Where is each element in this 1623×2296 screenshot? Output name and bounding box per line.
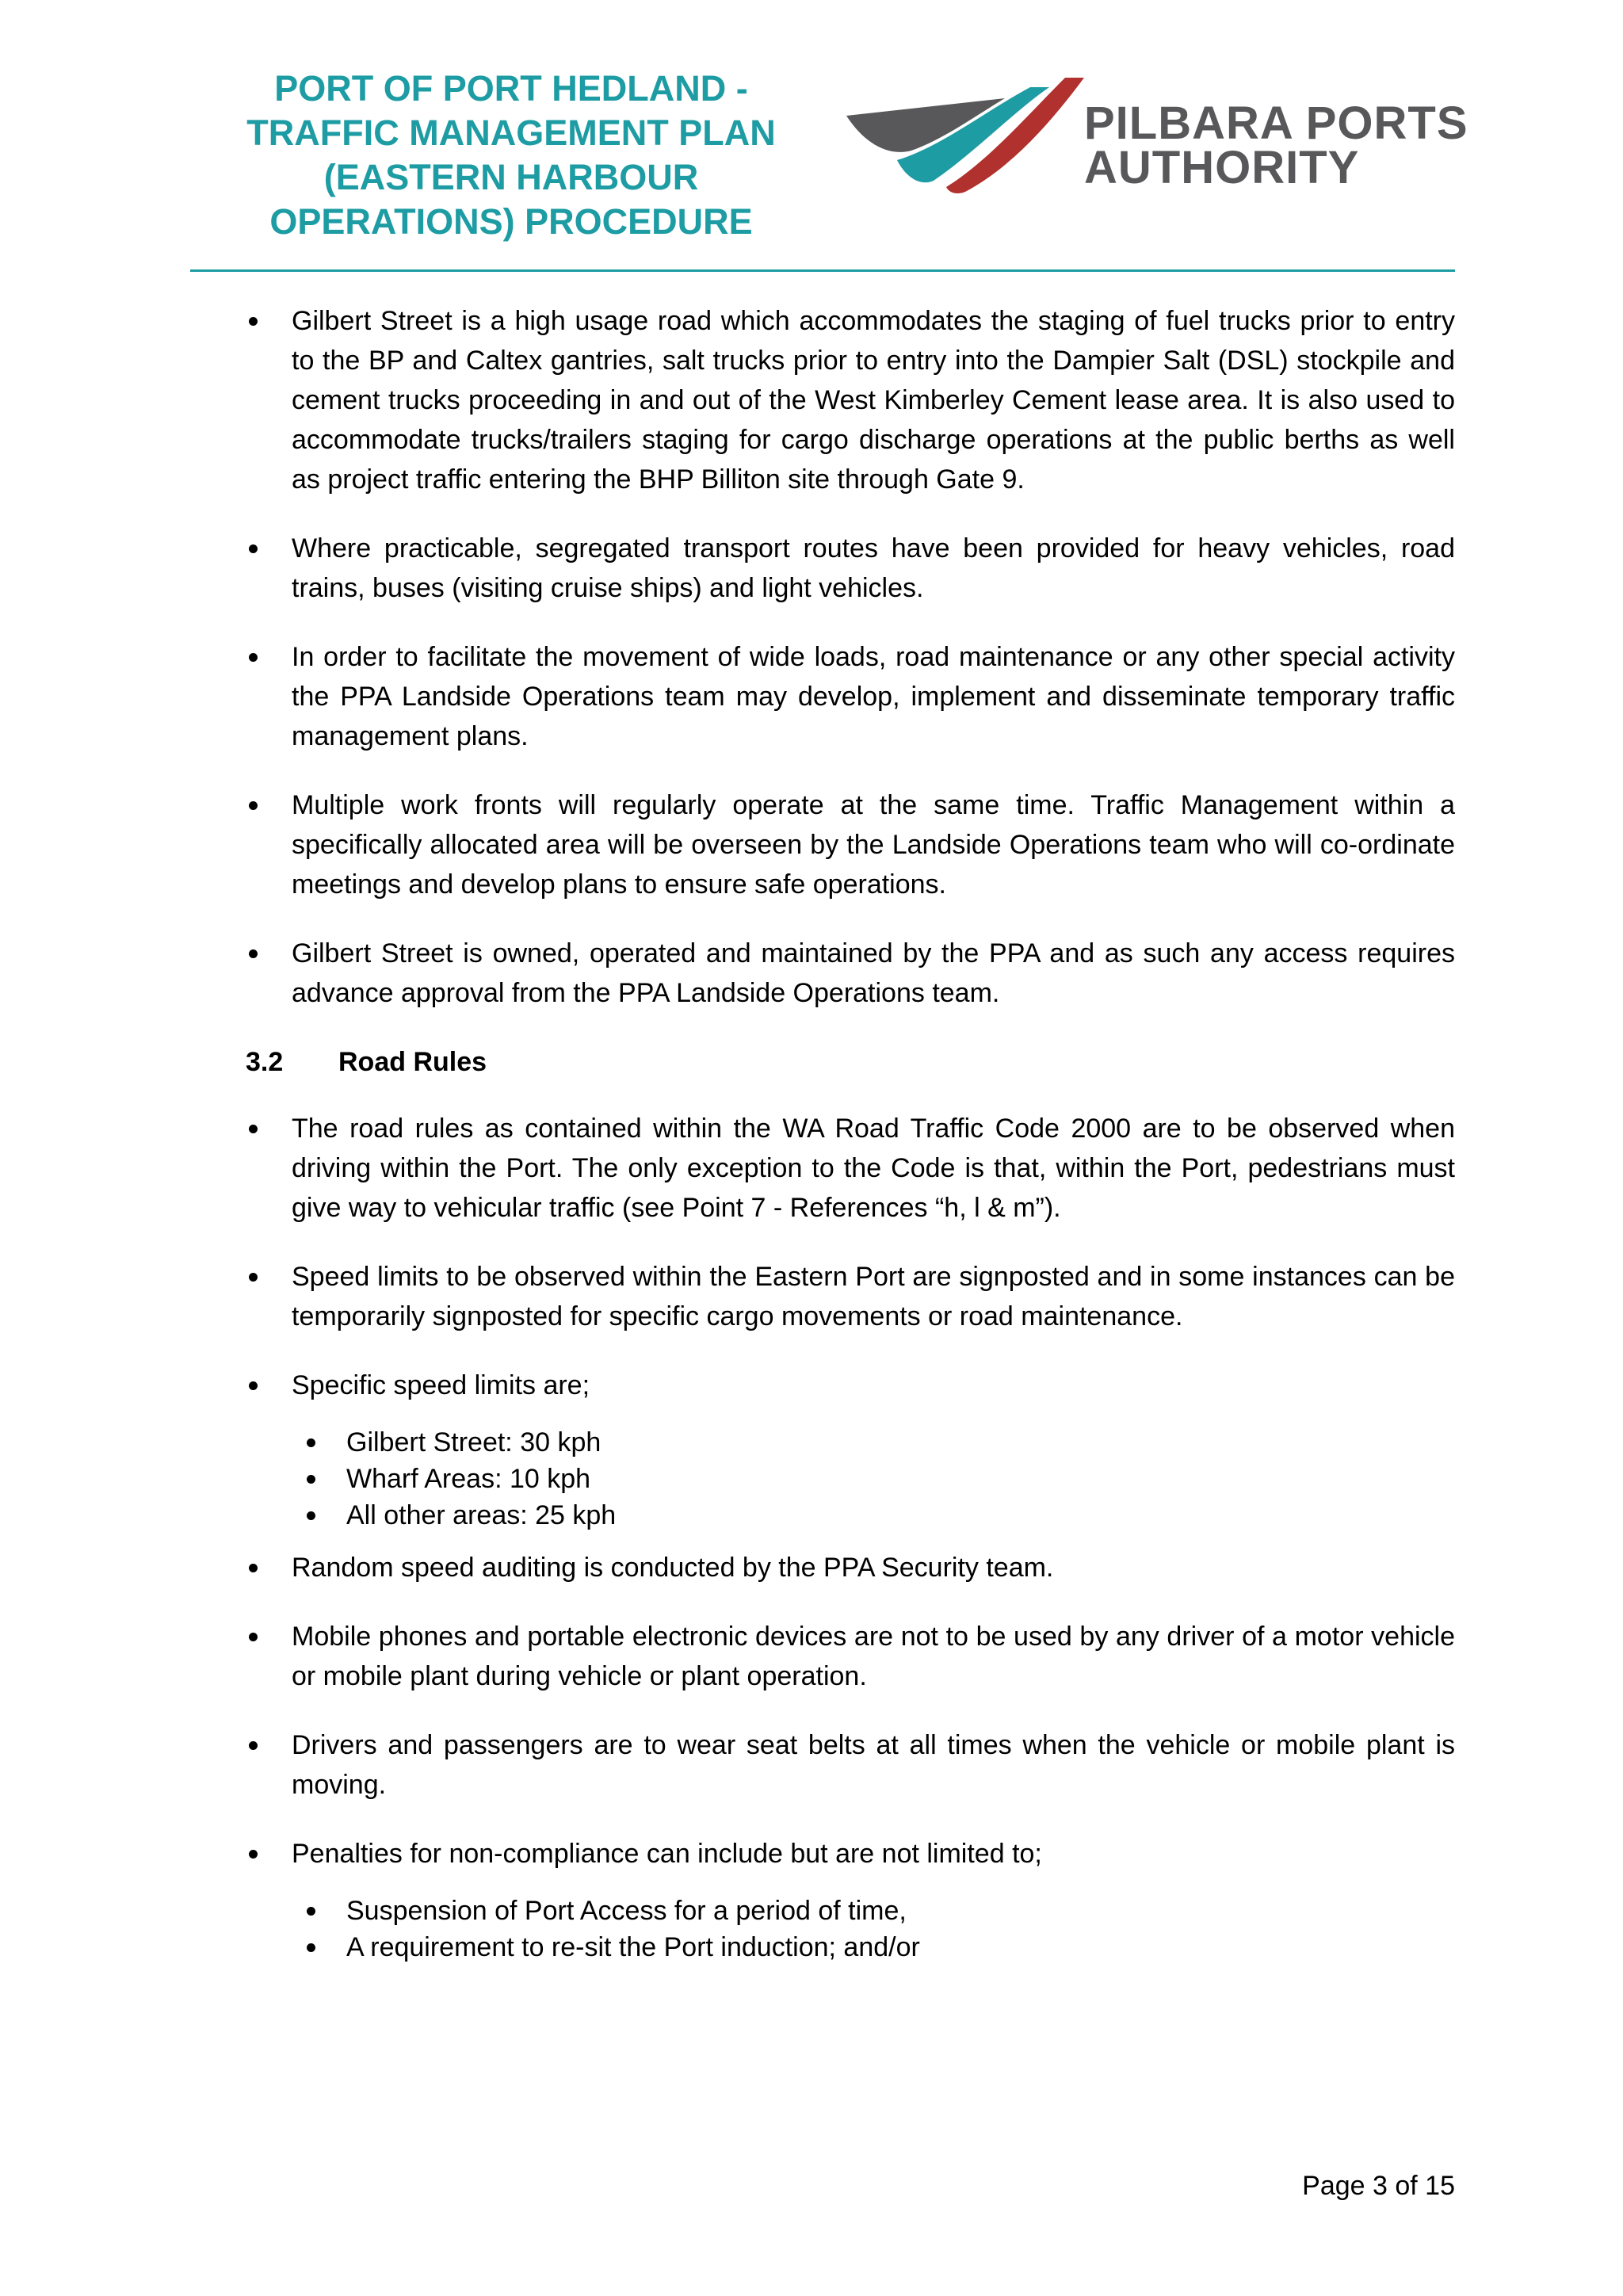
- bullet-list: [246, 301, 1455, 1013]
- bullet-item: The road rules as contained within the WA Road Traffic Code 2000 are to be observed when driving within the Port. The only exception to the Code is that, within the Port, pedestrians must give way to vehicular traffic (see Point 7 - References “h, l & m”).: [246, 1109, 1455, 1228]
- section-number: 3.2: [246, 1047, 284, 1077]
- page-header: [190, 0, 1468, 274]
- logo-wordmark-line: AUTHORITY: [1084, 142, 1360, 193]
- speed-limit-item: All other areas: 25 kph: [303, 1497, 1455, 1534]
- logo-wordmark-line: PILBARA PORTS: [1084, 97, 1468, 149]
- section-heading: [246, 1042, 1455, 1082]
- penalty-item: A requirement to re-sit the Port induction; and/or: [303, 1929, 1455, 1966]
- page-number: Page 3 of 15: [1302, 2171, 1455, 2201]
- speed-limit-item: Gilbert Street: 30 kph: [303, 1424, 1455, 1461]
- penalty-item: Suspension of Port Access for a period of time,: [303, 1893, 1455, 1929]
- speed-limit-item: Wharf Areas: 10 kph: [303, 1461, 1455, 1497]
- road-rules-list: [246, 1109, 1455, 1405]
- document-title: [190, 67, 832, 244]
- penalties-list: [246, 1893, 1455, 1966]
- pilbara-ports-logo-mark: [846, 68, 1084, 203]
- bullet-item: Gilbert Street is owned, operated and maintained by the PPA and as such any access requires advance approval from the PPA Landside Operations team.: [246, 934, 1455, 1013]
- bullet-item: Where practicable, segregated transport routes have been provided for heavy vehicles, road trains, buses (visiting cruise ships) and light vehicles.: [246, 529, 1455, 608]
- bullet-item: Drivers and passengers are to wear seat belts at all times when the vehicle or mobile plant is moving.: [246, 1725, 1455, 1805]
- bullet-item: In order to facilitate the movement of wide loads, road maintenance or any other special activity the PPA Landside Operations team may develop, implement and disseminate temporary traffic management plans.: [246, 637, 1455, 756]
- speed-limits-list: [246, 1424, 1455, 1534]
- bullet-item: Mobile phones and portable electronic devices are not to be used by any driver of a motor vehicle or mobile plant during vehicle or plant operation.: [246, 1617, 1455, 1696]
- document-title-line: TRAFFIC MANAGEMENT PLAN: [246, 113, 776, 153]
- bullet-item: Penalties for non-compliance can include but are not limited to;: [246, 1834, 1455, 1874]
- bullet-item: Gilbert Street is a high usage road which accommodates the staging of fuel trucks prior to entry to the BP and Caltex gantries, salt trucks prior to entry into the Dampier Salt (DSL) stockpile and cement trucks proceeding in and out of the West Kimberley Cement lease area. It is also used to accommodate trucks/trailers staging for cargo discharge operations at the public berths as well as project traffic entering the BHP Billiton site through Gate 9.: [246, 301, 1455, 499]
- document-title-line: PORT OF PORT HEDLAND -: [274, 68, 748, 109]
- section-title: Road Rules: [338, 1047, 487, 1077]
- bullet-item: Specific speed limits are;: [246, 1366, 1455, 1405]
- bullet-item: Multiple work fronts will regularly operate at the same time. Traffic Management within a specifically allocated area will be overseen by the Landside Operations team who will co-ordinate meetings and develop plans to ensure safe operations.: [246, 785, 1455, 904]
- document-title-line: (EASTERN HARBOUR: [323, 157, 699, 197]
- road-rules-list-continued: [246, 1548, 1455, 1874]
- bullet-item: Speed limits to be observed within the Eastern Port are signposted and in some instances can be temporarily signposted for specific cargo movements or road maintenance.: [246, 1257, 1455, 1336]
- header-divider: [190, 269, 1455, 272]
- document-title-line: OPERATIONS) PROCEDURE: [269, 201, 753, 242]
- logo-wordmark: [1084, 97, 1468, 193]
- document-body: [246, 301, 1455, 1980]
- bullet-item: Random speed auditing is conducted by the PPA Security team.: [246, 1548, 1455, 1587]
- pilbara-ports-logo: [846, 68, 1468, 203]
